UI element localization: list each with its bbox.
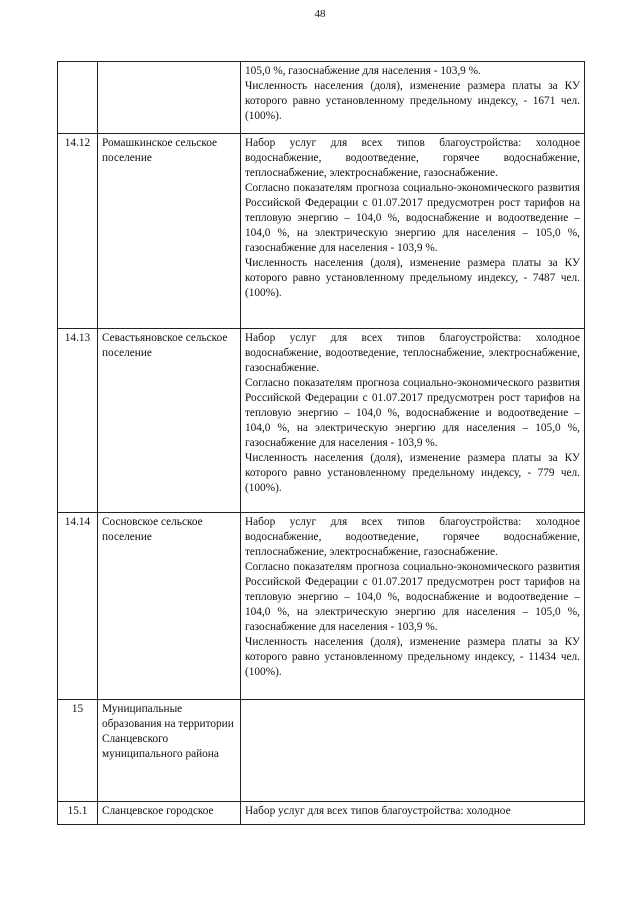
description-paragraph: Согласно показателям прогноза социально-экономического развития Российской Федерации с 01.07.2017 предусмотрен рост тарифов на тепловую энергию – 104,0 %, водоснабжение и водоотведение – 104,0 %, на электрическую энергию для населения – 105,0 %, газоснабжение для населения - 103,9 %.	[245, 377, 580, 449]
tariff-table	[57, 61, 585, 825]
table-row-15-1	[58, 802, 585, 825]
row-number	[58, 62, 98, 134]
description-paragraph: Численность населения (доля), изменение размера платы за КУ которого равно установленному предельному индексу, - 11434 чел. (100%).	[245, 636, 580, 678]
description-paragraph: Согласно показателям прогноза социально-экономического развития Российской Федерации с 01.07.2017 предусмотрен рост тарифов на тепловую энергию – 104,0 %, водоснабжение и водоотведение – 104,0 %, на электрическую энергию для населения – 105,0 %, газоснабжение для населения - 103,9 %.	[245, 561, 580, 633]
row-description	[241, 134, 585, 329]
table-row-15	[58, 700, 585, 802]
municipality-name: Сланцевское городское	[98, 802, 241, 825]
description-paragraph: Набор услуг для всех типов благоустройства: холодное водоснабжение, водоотведение, теплоснабжение, электроснабжение, газоснабжение.	[245, 332, 580, 374]
row-description	[241, 62, 585, 134]
municipality-name: Ромашкинское сельское поселение	[98, 134, 241, 329]
description-paragraph: Набор услуг для всех типов благоустройства: холодное водоснабжение, водоотведение, горячее водоснабжение, теплоснабжение, электроснабжение, газоснабжение.	[245, 516, 580, 558]
row-number: 14.14	[58, 513, 98, 700]
row-number: 14.13	[58, 329, 98, 513]
description-paragraph: Численность населения (доля), изменение размера платы за КУ которого равно установленному предельному индексу, - 7487 чел. (100%).	[245, 257, 580, 299]
row-description	[241, 700, 585, 802]
table-row-14-12	[58, 134, 585, 329]
description-paragraph: Численность населения (доля), изменение размера платы за КУ которого равно установленному предельному индексу, - 1671 чел. (100%).	[245, 80, 580, 122]
description-paragraph: 105,0 %, газоснабжение для населения - 103,9 %.	[245, 65, 481, 77]
description-paragraph: Согласно показателям прогноза социально-экономического развития Российской Федерации с 01.07.2017 предусмотрен рост тарифов на тепловую энергию – 104,0 %, водоснабжение и водоотведение – 104,0 %, на электрическую энергию для населения – 105,0 %, газоснабжение для населения - 103,9 %.	[245, 182, 580, 254]
municipality-name	[98, 62, 241, 134]
table-row-14-13	[58, 329, 585, 513]
municipality-name: Муниципальные образования на территории Сланцевского муниципального района	[98, 700, 241, 802]
municipality-name: Сосновское сельское поселение	[98, 513, 241, 700]
description-paragraph: Численность населения (доля), изменение размера платы за КУ которого равно установленному предельному индексу, - 779 чел. (100%).	[245, 452, 580, 494]
row-number: 15.1	[58, 802, 98, 825]
page-number: 48	[314, 8, 326, 20]
row-description	[241, 513, 585, 700]
row-number: 14.12	[58, 134, 98, 329]
description-paragraph: Набор услуг для всех типов благоустройства: холодное водоснабжение, водоотведение, горячее водоснабжение, теплоснабжение, электроснабжение, газоснабжение.	[245, 137, 580, 179]
row-description	[241, 802, 585, 825]
row-number: 15	[58, 700, 98, 802]
description-paragraph: Набор услуг для всех типов благоустройства: холодное	[245, 805, 511, 817]
row-description	[241, 329, 585, 513]
table-row-14-14	[58, 513, 585, 700]
table-row-continuation	[58, 62, 585, 134]
municipality-name: Севастьяновское сельское поселение	[98, 329, 241, 513]
